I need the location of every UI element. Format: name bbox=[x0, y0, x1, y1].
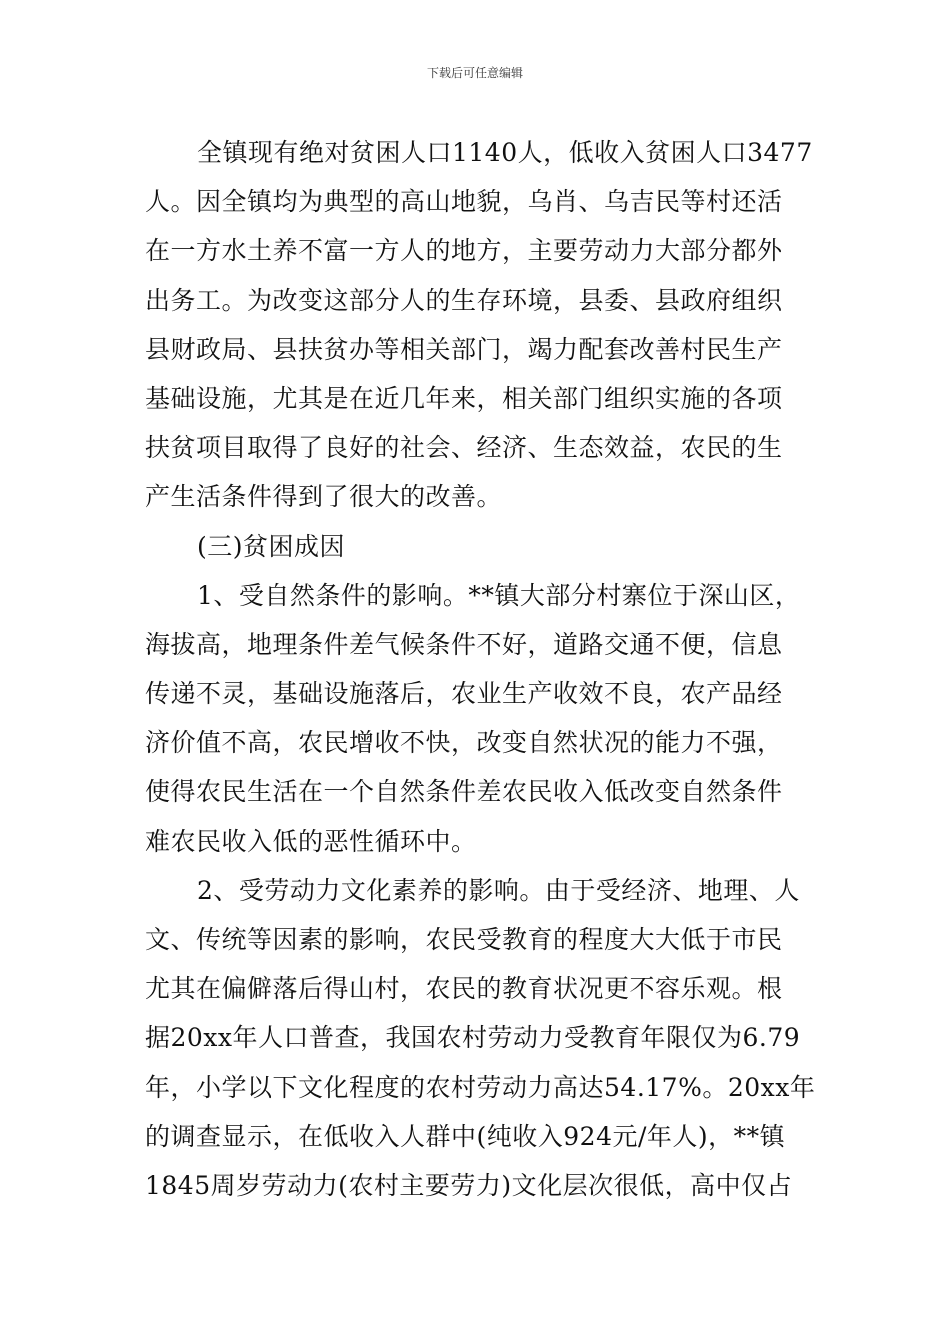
paragraph-line: 1、受自然条件的影响。**镇大部分村寨位于深山区， bbox=[197, 580, 801, 610]
page-header: 下载后可任意编辑 bbox=[426, 66, 523, 80]
section-heading: (三)贫困成因 bbox=[197, 531, 346, 561]
paragraph-line: 尤其在偏僻落后得山村，农民的教育状况更不容乐观。根 bbox=[145, 974, 783, 1004]
paragraph-line: 扶贫项目取得了良好的社会、经济、生态效益，农民的生 bbox=[145, 433, 783, 463]
document-body bbox=[145, 128, 815, 1210]
paragraph-line: 难农民收入低的恶性循环中。 bbox=[145, 826, 477, 856]
paragraph-line: 的调查显示，在低收入人群中(纯收入924元/年人)，**镇 bbox=[145, 1121, 786, 1151]
paragraph-line: 海拔高，地理条件差气候条件不好，道路交通不便，信息 bbox=[145, 629, 783, 659]
paragraph-line: 出务工。为改变这部分人的生存环境，县委、县政府组织 bbox=[145, 285, 783, 315]
paragraph-line: 据20xx年人口普查，我国农村劳动力受教育年限仅为6.79 bbox=[145, 1023, 801, 1053]
paragraph-line: 全镇现有绝对贫困人口1140人，低收入贫困人口3477 bbox=[197, 138, 813, 167]
paragraph-line: 县财政局、县扶贫办等相关部门，竭力配套改善村民生产 bbox=[145, 334, 783, 364]
paragraph-line: 在一方水土养不富一方人的地方，主要劳动力大部分都外 bbox=[145, 236, 783, 266]
paragraph-line: 济价值不高，农民增收不快，改变自然状况的能力不强， bbox=[145, 728, 783, 758]
paragraph-line: 人。因全镇均为典型的高山地貌，乌肖、乌吉民等村还活 bbox=[145, 187, 783, 217]
paragraph-line: 传递不灵，基础设施落后，农业生产收效不良，农产品经 bbox=[145, 679, 783, 709]
paragraph-line: 1845周岁劳动力(农村主要劳力)文化层次很低，高中仅占 bbox=[145, 1170, 793, 1200]
paragraph-line: 文、传统等因素的影响，农民受教育的程度大大低于市民 bbox=[145, 925, 783, 954]
paragraph-line: 产生活条件得到了很大的改善。 bbox=[145, 482, 503, 512]
paragraph-line: 2、受劳动力文化素养的影响。由于受经济、地理、人 bbox=[197, 875, 800, 905]
paragraph-line: 年，小学以下文化程度的农村劳动力高达54.17%。20xx年 bbox=[145, 1072, 815, 1102]
paragraph-line: 基础设施，尤其是在近几年来，相关部门组织实施的各项 bbox=[145, 383, 783, 413]
paragraph-line: 使得农民生活在一个自然条件差农民收入低改变自然条件 bbox=[145, 777, 783, 807]
